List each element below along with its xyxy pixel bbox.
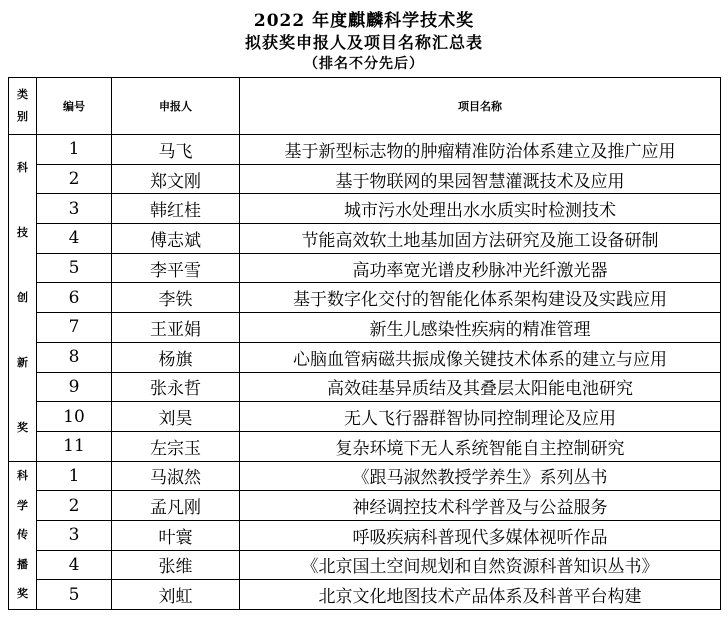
project-cell: 《北京国土空间规划和自然资源科普知识丛书》 [240,550,721,580]
table-row [9,550,721,580]
project-cell: 城市污水处理出水水质实时检测技术 [240,194,721,224]
project-cell: 基于新型标志物的肿瘤精准防治体系建立及推广应用 [240,135,721,165]
applicant-cell: 李铁 [112,283,240,313]
project-cell: 复杂环境下无人系统智能自主控制研究 [240,431,721,461]
applicant-cell: 郑文刚 [112,164,240,194]
number-cell: 4 [37,224,112,254]
project-cell: 基于物联网的果园智慧灌溉技术及应用 [240,164,721,194]
table-row [9,580,721,610]
project-cell: 基于数字化交付的智能化体系架构建设及实践应用 [240,283,721,313]
header-project: 项目名称 [240,78,721,135]
applicant-cell: 马淑然 [112,461,240,491]
category-cell [9,135,37,462]
project-cell: 神经调控技术科学普及与公益服务 [240,491,721,521]
table-row [9,283,721,313]
applicant-cell: 王亚娟 [112,313,240,343]
number-cell: 5 [37,580,112,610]
number-cell: 10 [37,402,112,432]
number-cell: 3 [37,520,112,550]
table-row [9,520,721,550]
applicant-cell: 傅志斌 [112,224,240,254]
table-row [9,164,721,194]
document-subtitle: 拟获奖申报人及项目名称汇总表 [244,33,483,52]
number-cell: 9 [37,372,112,402]
award-table [8,77,721,610]
category-label: 科 学 传 播 奖 [17,469,28,601]
applicant-cell: 刘虹 [112,580,240,610]
table-row [9,372,721,402]
applicant-cell: 李平雪 [112,253,240,283]
category-cell [9,461,37,609]
number-cell: 6 [37,283,112,313]
applicant-cell: 叶寰 [112,520,240,550]
applicant-cell: 马飞 [112,135,240,165]
applicant-cell: 刘昊 [112,402,240,432]
applicant-cell: 孟凡刚 [112,491,240,521]
table-row [9,194,721,224]
ranking-note: （排名不分先后） [304,56,424,72]
project-cell: 高效硅基异质结及其叠层太阳能电池研究 [240,372,721,402]
number-cell: 11 [37,431,112,461]
project-cell: 节能高效软土地基加固方法研究及施工设备研制 [240,224,721,254]
number-cell: 3 [37,194,112,224]
project-cell: 心脑血管病磁共振成像关键技术体系的建立与应用 [240,342,721,372]
applicant-cell: 张永哲 [112,372,240,402]
project-cell: 呼吸疾病科普现代多媒体视听作品 [240,520,721,550]
table-row [9,313,721,343]
number-cell: 5 [37,253,112,283]
number-cell: 2 [37,491,112,521]
header-category-char: 别 [17,110,28,123]
table-row [9,491,721,521]
header-category-char: 类 [17,88,28,101]
number-cell: 2 [37,164,112,194]
applicant-cell: 杨旗 [112,342,240,372]
table-row [9,342,721,372]
header-applicant: 申报人 [112,78,240,135]
table-row [9,461,721,491]
number-cell: 1 [37,135,112,165]
document-title: 2022 年度麒麟科学技术奖 [253,11,475,31]
table-row [9,402,721,432]
table-row [9,224,721,254]
number-cell: 1 [37,461,112,491]
table-row [9,135,721,165]
number-cell: 7 [37,313,112,343]
header-row [9,78,721,135]
table-row [9,431,721,461]
category-label: 科 技 创 新 奖 [17,160,28,434]
project-cell: 无人飞行器群智协同控制理论及应用 [240,402,721,432]
header-category [9,78,37,135]
project-cell: 北京文化地图技术产品体系及科普平台构建 [240,580,721,610]
number-cell: 8 [37,342,112,372]
project-cell: 《跟马淑然教授学养生》系列丛书 [240,461,721,491]
applicant-cell: 张维 [112,550,240,580]
project-cell: 高功率宽光谱皮秒脉冲光纤激光器 [240,253,721,283]
project-cell: 新生儿感染性疾病的精准管理 [240,313,721,343]
applicant-cell: 韩红桂 [112,194,240,224]
table-row [9,253,721,283]
applicant-cell: 左宗玉 [112,431,240,461]
header-number: 编号 [37,78,112,135]
number-cell: 4 [37,550,112,580]
